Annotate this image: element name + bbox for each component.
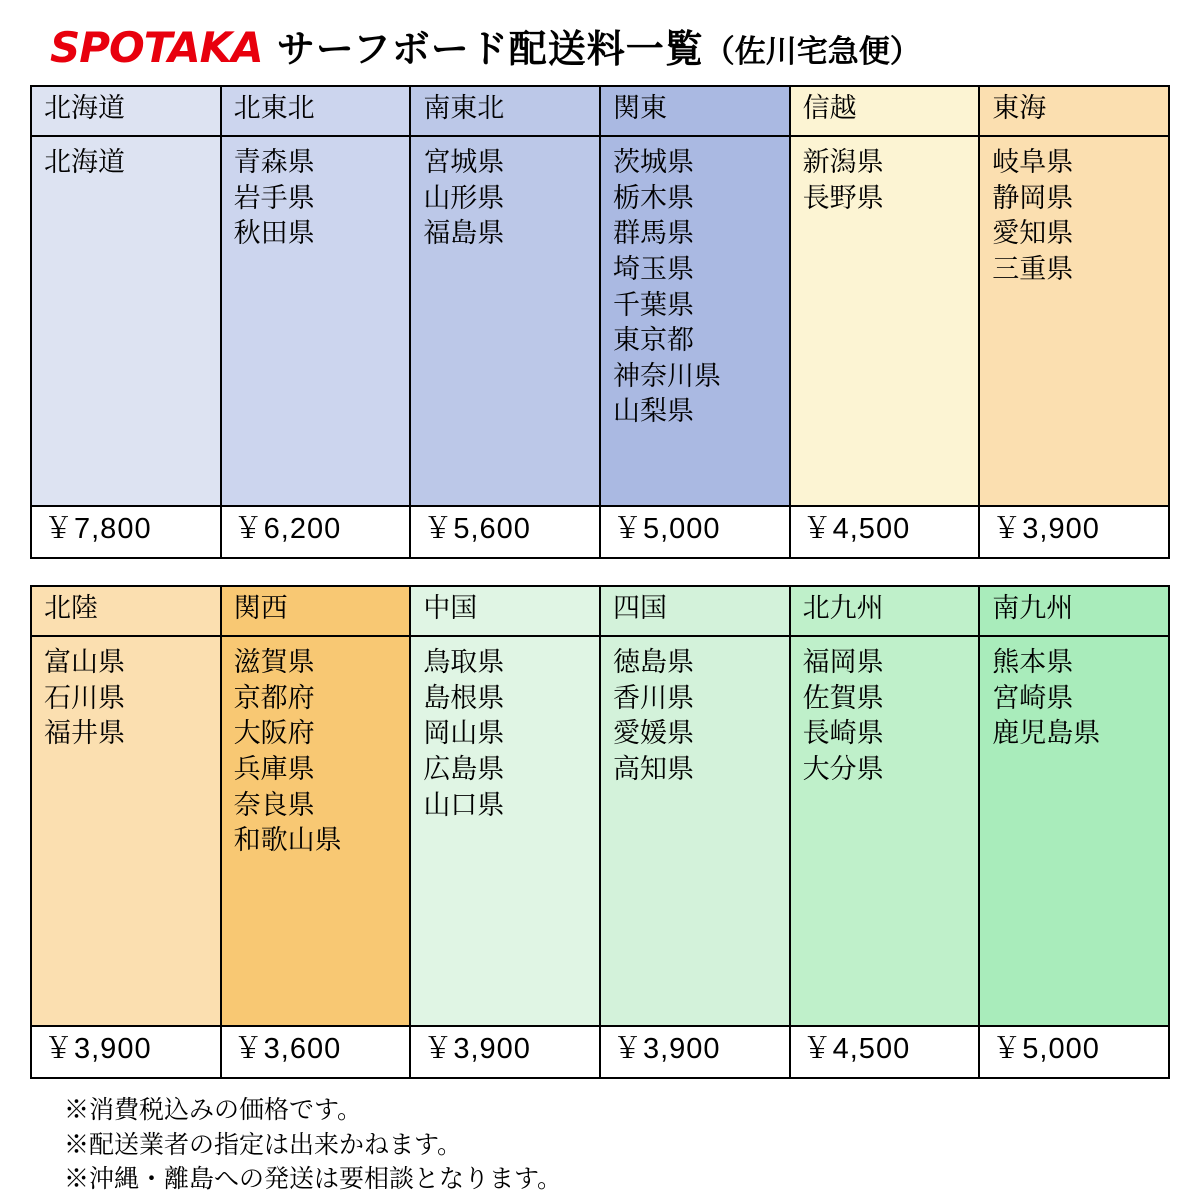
prefecture-item: 鹿児島県 (992, 718, 1101, 749)
region-header-cell: 南東北 (410, 86, 600, 136)
prefecture-row-2 (31, 636, 1169, 1026)
rate-table-south (30, 585, 1170, 1079)
price-cell: ￥3,900 (410, 1026, 600, 1078)
price-cell: ￥3,900 (600, 1026, 790, 1078)
region-header-cell: 東海 (979, 86, 1169, 136)
price-cell: ￥3,900 (31, 1026, 221, 1078)
prefecture-item: 滋賀県 (233, 647, 315, 677)
prefecture-cell (979, 636, 1169, 1026)
prefecture-item: 北海道 (44, 147, 125, 177)
prefecture-item: 奈良県 (233, 789, 315, 820)
prefecture-item: 新潟県 (802, 147, 884, 177)
prefecture-cell (979, 136, 1169, 506)
price-cell: ￥4,500 (790, 1026, 980, 1078)
prefecture-cell (790, 636, 980, 1026)
price-cell: ￥5,000 (600, 506, 790, 558)
region-header-row-1 (31, 86, 1169, 136)
prefecture-item: 栃木県 (612, 182, 694, 213)
price-cell: ￥7,800 (31, 506, 221, 558)
region-header-cell: 信越 (790, 86, 980, 136)
region-header-cell: 北海道 (31, 86, 221, 136)
prefecture-item: 静岡県 (992, 182, 1074, 213)
prefecture-item: 青森県 (233, 147, 315, 177)
region-header-row-2 (31, 586, 1169, 636)
prefecture-cell (790, 136, 980, 506)
prefecture-item: 熊本県 (992, 647, 1074, 677)
prefecture-item: 京都府 (233, 682, 315, 713)
prefecture-item: 岐阜県 (992, 147, 1074, 177)
price-cell: ￥5,000 (979, 1026, 1169, 1078)
prefecture-item: 富山県 (44, 647, 125, 677)
prefecture-row-1 (31, 136, 1169, 506)
prefecture-cell (410, 636, 600, 1026)
rate-table-north (30, 85, 1170, 559)
prefecture-item: 長野県 (802, 182, 884, 213)
prefecture-item: 大阪府 (233, 718, 315, 749)
price-cell: ￥3,900 (979, 506, 1169, 558)
prefecture-item: 島根県 (423, 682, 505, 713)
prefecture-item: 岩手県 (233, 182, 315, 213)
prefecture-item: 山形県 (423, 182, 505, 213)
prefecture-item: 高知県 (612, 753, 694, 784)
region-header-cell: 四国 (600, 586, 790, 636)
prefecture-item: 埼玉県 (612, 253, 694, 284)
prefecture-item: 福島県 (423, 218, 505, 249)
prefecture-item: 鳥取県 (423, 647, 505, 677)
prefecture-item: 山口県 (423, 789, 505, 820)
prefecture-item: 福岡県 (802, 647, 884, 677)
prefecture-cell (600, 136, 790, 506)
prefecture-item: 山梨県 (612, 396, 694, 427)
prefecture-item: 東京都 (612, 325, 694, 356)
region-header-cell: 関西 (221, 586, 411, 636)
page-header (30, 18, 1170, 73)
prefecture-item: 香川県 (612, 682, 694, 713)
price-cell: ￥6,200 (221, 506, 411, 558)
notes-list (64, 1093, 1170, 1197)
prefecture-item: 長崎県 (802, 718, 884, 749)
note-item: ※消費税込みの価格です。 (64, 1096, 363, 1124)
note-item: ※沖縄・離島への発送は要相談となります。 (64, 1165, 563, 1193)
prefecture-item: 秋田県 (233, 218, 315, 249)
region-header-cell: 北九州 (790, 586, 980, 636)
prefecture-item: 千葉県 (612, 289, 694, 320)
prefecture-cell (600, 636, 790, 1026)
region-header-cell: 関東 (600, 86, 790, 136)
price-row-2 (31, 1026, 1169, 1078)
prefecture-item: 兵庫県 (233, 753, 315, 784)
prefecture-cell (410, 136, 600, 506)
region-header-cell: 中国 (410, 586, 600, 636)
note-item: ※配送業者の指定は出来かねます。 (64, 1130, 463, 1159)
price-cell: ￥5,600 (410, 506, 600, 558)
prefecture-item: 岡山県 (423, 718, 505, 749)
region-header-cell: 北東北 (221, 86, 411, 136)
table-divider (30, 559, 1170, 585)
prefecture-item: 福井県 (44, 718, 125, 749)
prefecture-item: 神奈川県 (612, 360, 721, 391)
prefecture-item: 徳島県 (612, 647, 694, 677)
price-cell: ￥4,500 (790, 506, 980, 558)
page-subtitle: （佐川宅急便） (703, 34, 921, 69)
prefecture-cell (31, 136, 221, 506)
prefecture-item: 和歌山県 (233, 825, 342, 856)
region-header-cell: 南九州 (979, 586, 1169, 636)
prefecture-item: 茨城県 (612, 147, 694, 177)
brand-logo: SPOTAKA (50, 23, 263, 72)
price-cell: ￥3,600 (221, 1026, 411, 1078)
prefecture-item: 愛媛県 (612, 718, 694, 749)
prefecture-item: 宮崎県 (992, 682, 1074, 713)
price-row-1 (31, 506, 1169, 558)
prefecture-item: 宮城県 (423, 147, 505, 177)
region-header-cell: 北陸 (31, 586, 221, 636)
prefecture-item: 三重県 (992, 253, 1074, 284)
prefecture-item: 広島県 (423, 753, 505, 784)
prefecture-item: 愛知県 (992, 218, 1074, 249)
prefecture-item: 石川県 (44, 682, 125, 713)
prefecture-item: 群馬県 (612, 218, 694, 249)
prefecture-item: 大分県 (802, 753, 884, 784)
prefecture-cell (31, 636, 221, 1026)
prefecture-item: 佐賀県 (802, 682, 884, 713)
page-title: サーフボード配送料一覧 (276, 29, 704, 71)
prefecture-cell (221, 136, 411, 506)
prefecture-cell (221, 636, 411, 1026)
